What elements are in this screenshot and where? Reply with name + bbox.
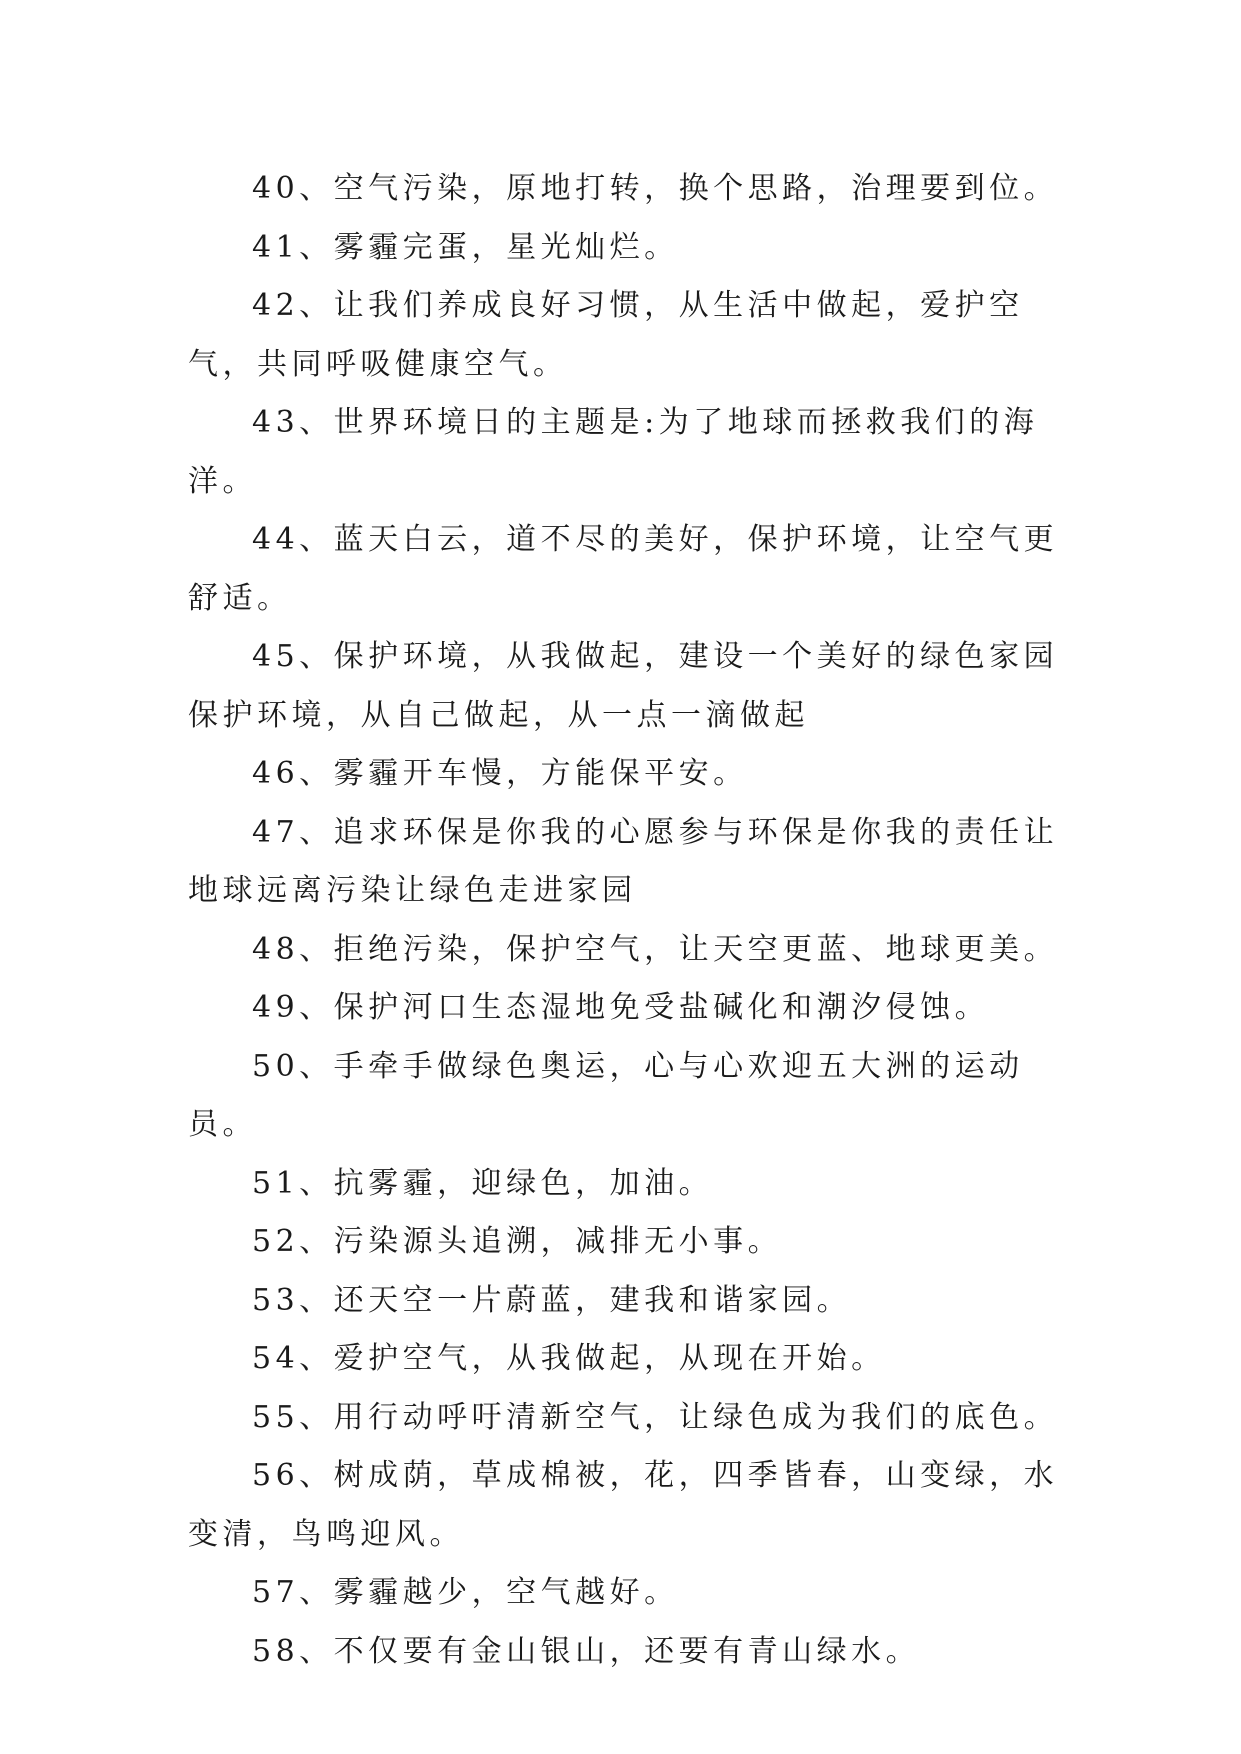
paragraph-45: 45、保护环境，从我做起，建设一个美好的绿色家园保护环境，从自己做起，从一点一滴做起 bbox=[188, 639, 1059, 733]
paragraph-58: 58、不仅要有金山银山，还要有青山绿水。 bbox=[252, 1633, 921, 1669]
paragraph-51: 51、抗雾霾，迎绿色，加油。 bbox=[252, 1165, 714, 1201]
paragraph-50: 50、手牵手做绿色奥运，心与心欢迎五大洲的运动员。 bbox=[188, 1048, 1024, 1142]
paragraph-55: 55、用行动呼吁清新空气，让绿色成为我们的底色。 bbox=[252, 1399, 1059, 1435]
paragraph-41: 41、雾霾完蛋，星光灿烂。 bbox=[252, 229, 679, 265]
paragraph-53: 53、还天空一片蔚蓝，建我和谐家园。 bbox=[252, 1282, 852, 1318]
paragraph-54: 54、爱护空气，从我做起，从现在开始。 bbox=[252, 1341, 886, 1376]
paragraph-48: 48、拒绝污染，保护空气，让天空更蓝、地球更美。 bbox=[252, 931, 1059, 967]
document-body bbox=[188, 160, 1068, 1681]
paragraph-47: 47、追求环保是你我的心愿参与环保是你我的责任让地球远离污染让绿色走进家园 bbox=[188, 814, 1059, 908]
paragraph-49: 49、保护河口生态湿地免受盐碱化和潮汐侵蚀。 bbox=[252, 990, 990, 1025]
paragraph-46: 46、雾霾开车慢，方能保平安。 bbox=[252, 756, 748, 791]
paragraph-43: 43、世界环境日的主题是:为了地球而拯救我们的海洋。 bbox=[188, 405, 1039, 499]
paragraph-52: 52、污染源头追溯，减排无小事。 bbox=[252, 1224, 783, 1259]
paragraph-56: 56、树成荫，草成棉被，花，四季皆春，山变绿，水变清，鸟鸣迎风。 bbox=[188, 1458, 1059, 1552]
paragraph-40: 40、空气污染，原地打转，换个思路，治理要到位。 bbox=[252, 171, 1059, 206]
paragraph-44: 44、蓝天白云，道不尽的美好，保护环境，让空气更舒适。 bbox=[188, 522, 1059, 616]
paragraph-57: 57、雾霾越少，空气越好。 bbox=[252, 1575, 679, 1610]
paragraph-42: 42、让我们养成良好习惯，从生活中做起，爱护空气，共同呼吸健康空气。 bbox=[188, 288, 1024, 382]
